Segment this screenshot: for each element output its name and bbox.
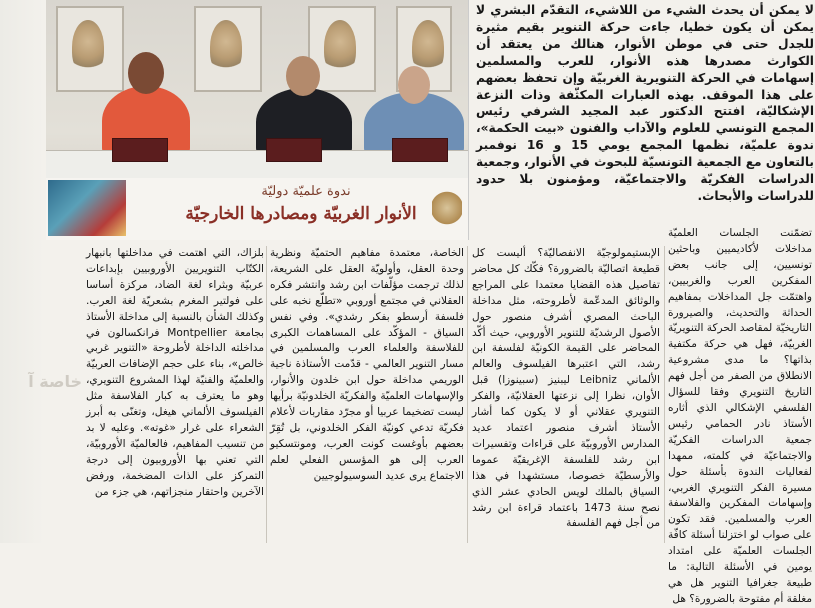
article-column-4 bbox=[86, 246, 264, 543]
nameplate bbox=[392, 138, 448, 162]
banner-artwork bbox=[48, 180, 126, 236]
column-text: الإبستيمولوجيّة الانفصاليّة؟ أليست كل قطيعة اتصاليّة بالضرورة؟ فكّك كل محاضر تفاصيل هذه القضايا معتمدا على المراجع والوثائق المدعّمة لأطروحته، مثل مداخلة الباحث المصري أشرف منصور حول الأصول الرشديّة للتنوير الأوروبي، حيث أكّد المحاضر على القيمة الكونيّة لفلسفة ابن رشد، التي اعتبرها الفيلسوف والعالم الألماني Leibniz ليبنيز (سبينوزا) قبل الأوان، نظرا إلى نزعتها العقلانيّة، والفكر التنويري عقلاني أو لا يكون كما أشار الأستاذ أشرف منصور اعتماد عديد المدارس الأوروبيّة على قراءات وتفسيرات ابن رشد للفلسفة الإغريقيّة عموما والأرسطيّة خصوصا، مستشهدا في هذا السياق بالملك لويس الحادي عشر الذي نصح سنة 1473 باعتماد قراءة ابن رشد من أجل فهم الفلسفة bbox=[472, 247, 660, 530]
column-text: الخاصة، معتمدة مفاهيم الحتميّة ونظرية وحدة العقل، وأولويّة العقل على الشريعة، لذلك ترجمت مؤلّفات ابن رشد وانتشر فكره العقلاني في مجتمع أوروبي «تطلّع نخبه على فلسفة أرسطو بفكر رشدي». وفي نفس السياق - المؤكّد على المساهمات الكبرى للفلاسفة والعلماء العرب والمسلمين في مسار التنوير العالمي - قدّمت الأستاذة ناجية الوريمي مداخلة حول ابن خلدون والأنوار، والإسهامات العلميّة والفكريّة الخلدونيّة برأيها ليست تضخيما عربيا أو مجرّد مقاربات لأعلام فكريّة تدعي كونيّة الفكر الخلدوني، بل تُقِرّ بعضهم بأوغست كونت العرب، ومونتسكيو العرب إلى هو المؤسس الفعلي لعلم الاجتماع يرى عديد السوسيولوجيين bbox=[270, 247, 464, 482]
article-column-1 bbox=[667, 226, 812, 605]
banner-subtitle: ندوة علميّة دوليّة bbox=[261, 184, 351, 199]
column-text: تضمّنت الجلسات العلميّة مداخلات لأكاديميين وباحثين تونسيين، إلى جانب بعض المفكرين العرب والغربيين، واهتمّت جل المداخلات بمفاهيم الحداثة والتحديث، والصيرورة التاريخيّة لمقاصد الحركة التنويريّة الغربيّة، فهل هي حركة مكتفية بذاتها؟ ما مدى مشروعية الانطلاق من الصفر من أجل فهم التاريخ التنويري وفقا للسؤال الفلسفي الإشكالي الذي أثاره الأستاذ نادر الحمامي رئيس جمعية الدراسات الفكريّة والاجتماعيّة في كلمته، ممهدا لفعاليات الندوة بأسئلة حول مسيرة الفكر التنويري الغربي، وإسهامات المفكرين والفلاسفة العرب والمسلمين. فقد تكون على صواب لو اختزلنا أسئلة كافّة الجلسات العلميّة على امتداد يومين في الأسئلة التالية: ما طبيعة جغرافيا التنوير هل هي مغلقة أم مفتوحة بالضرورة؟ هل bbox=[667, 227, 812, 605]
page-edge-shadow bbox=[0, 0, 82, 543]
column-divider bbox=[467, 246, 468, 543]
wall-ornament bbox=[56, 6, 124, 92]
panelist-center-head bbox=[286, 56, 320, 96]
column-divider bbox=[266, 246, 267, 543]
nameplate bbox=[266, 138, 322, 162]
banner-title: الأنوار الغربيّة ومصادرها الخارجيّة bbox=[185, 204, 417, 224]
institution-logo bbox=[432, 186, 462, 230]
bleed-through-text: خاصة آ bbox=[28, 372, 82, 391]
lead-text: لا يمكن أن يحدث الشيء من اللاشيء، التقدّم البشري لا يمكن أن يكون خطيا، جاءت حركة التنوير بقيم مثيرة للجدل حتى في موطن الأنوار، هنالك من يعتقد أن الكوارث مصدرها هذه الأنوار، للعرب والمسلمين إسهامات في الحركة التنويرية الغربيّة وإن تحفظ بعضهم على هذا الموقف. بهذه العبارات المكثّفة وذات النزعة الإشكاليّة، افتتح الدكتور عبد المجيد الشرفي رئيس المجمع التونسي للعلوم والآداب والفنون «بيت الحكمة»، ندوة علميّة، نظمها المجمع يومي 15 و 16 نوفمبر بالتعاون مع الجمعية التونسيّة للبحوث في الأنوار، وجمعية الدراسات الفكريّة والاجتماعيّة، ومؤمنون بلا حدود للدراسات والأبحاث. bbox=[476, 3, 815, 203]
column-divider bbox=[664, 246, 665, 543]
panelist-left-head bbox=[128, 52, 164, 94]
article-column-2 bbox=[472, 246, 660, 543]
wall-ornament bbox=[194, 6, 262, 92]
conference-banner bbox=[46, 178, 468, 240]
column-text: بلزاك، التي اهتمت في مداخلتها بانبهار الكتّاب التنويريين الأوروبيين بإبداعات عربيّة وبثراء لغة الضاد، مركزة أساسا على فولتير المغرم بشعريّة لغة العرب. وكذلك الشأن بالنسبة إلى مداخلة الأستاذ بجامعة Montpellier فرانكسالون في مداخلته الداخلة لأطروحة «التنوير غربي خالص»، بناء على حجم الإضافات العربيّة والعلميّة والفنيّة لهذا المشروع التنويري، وهو ما يعترف به كبار الفلاسفة مثل الفيلسوف الألماني هيغل، وتغنّى به أبرز الشعراء على غرار «غوته». وعليه لا بد من تنسيب المفاهيم، فالعالميّة الأوروبيّة، التي تعني بها الأوروبيون إلى درجة التمركز على الذات المضخمة، ورفض الآخرين واحتقار منجزاتهم، هي جزء من bbox=[86, 247, 264, 498]
lead-paragraph bbox=[476, 2, 814, 240]
nameplate bbox=[112, 138, 168, 162]
panelist-right-head bbox=[398, 66, 430, 104]
article-column-3 bbox=[270, 246, 464, 543]
conference-photo bbox=[46, 0, 469, 240]
